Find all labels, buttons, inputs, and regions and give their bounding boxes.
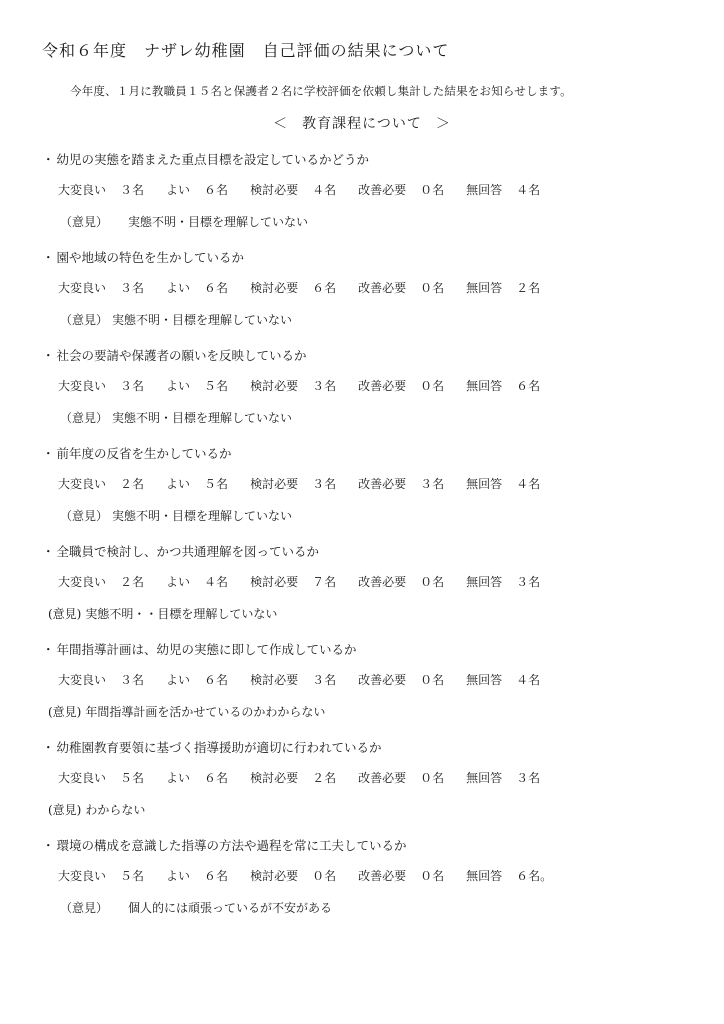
label-improve: 改善必要 xyxy=(358,771,407,785)
bullet: ・ xyxy=(42,446,55,461)
count-good: ５名 xyxy=(204,379,229,393)
count-no-answer: ４名 xyxy=(516,477,541,491)
label-good: よい xyxy=(166,477,191,491)
label-review: 検討必要 xyxy=(250,575,299,589)
count-review: ７名 xyxy=(312,575,337,589)
result-counts xyxy=(58,475,562,492)
question-text: 幼児の実態を踏まえた重点目標を設定しているかどうか xyxy=(56,152,370,167)
count-very-good: ５名 xyxy=(120,869,145,883)
label-no-answer: 無回答 xyxy=(466,477,503,491)
count-good: ６名 xyxy=(204,281,229,295)
label-good: よい xyxy=(166,673,191,687)
opinion-label: (意見) xyxy=(48,705,82,719)
opinion xyxy=(60,899,332,916)
label-improve: 改善必要 xyxy=(358,183,407,197)
label-no-answer: 無回答 xyxy=(466,183,503,197)
label-good: よい xyxy=(166,183,191,197)
opinion-text: 実態不明・目標を理解していない xyxy=(128,215,309,229)
opinion-text: 実態不明・・目標を理解していない xyxy=(85,607,278,621)
question-text: 全職員で検討し、かつ共通理解を図っているか xyxy=(56,544,320,559)
opinion-text: 実態不明・目標を理解していない xyxy=(112,411,293,425)
label-very-good: 大変良い xyxy=(58,477,107,491)
count-very-good: ３名 xyxy=(120,281,145,295)
count-improve: ０名 xyxy=(420,575,445,589)
opinion-label: （意見） xyxy=(60,411,109,425)
question xyxy=(42,346,307,364)
question-text: 年間指導計画は、幼児の実態に即して作成しているか xyxy=(56,642,357,657)
label-very-good: 大変良い xyxy=(58,183,107,197)
label-very-good: 大変良い xyxy=(58,869,107,883)
label-review: 検討必要 xyxy=(250,183,299,197)
question-text: 園や地域の特色を生かしているか xyxy=(56,250,245,265)
section-heading xyxy=(0,113,724,133)
opinion-label: （意見） xyxy=(60,313,109,327)
question-text: 前年度の反省を生かしているか xyxy=(56,446,232,461)
question xyxy=(42,738,382,756)
bullet: ・ xyxy=(42,250,55,265)
opinion-text: 実態不明・目標を理解していない xyxy=(112,509,293,523)
evaluation-item xyxy=(0,532,724,630)
count-review: ２名 xyxy=(312,771,337,785)
count-very-good: ２名 xyxy=(120,477,145,491)
result-counts xyxy=(58,573,562,590)
count-no-answer: ６名。 xyxy=(516,869,553,883)
count-good: ６名 xyxy=(204,869,229,883)
opinion xyxy=(48,605,277,622)
opinion xyxy=(60,409,292,426)
page-title: 令和６年度 ナザレ幼稚園 自己評価の結果について xyxy=(42,41,450,60)
count-no-answer: ３名 xyxy=(516,575,541,589)
result-counts xyxy=(58,867,574,884)
opinion xyxy=(60,311,292,328)
question-text: 社会の要請や保護者の願いを反映しているか xyxy=(56,348,307,363)
label-improve: 改善必要 xyxy=(358,379,407,393)
opinion-label: (意見) xyxy=(48,803,82,817)
question xyxy=(42,836,407,854)
intro-text: 今年度、１月に教職員１５名と保護者２名に学校評価を依頼し集計した結果をお知らせします。 xyxy=(70,84,572,98)
section-label: 教育課程について xyxy=(302,116,422,132)
count-very-good: ３名 xyxy=(120,673,145,687)
label-very-good: 大変良い xyxy=(58,771,107,785)
label-very-good: 大変良い xyxy=(58,575,107,589)
opinion-label: (意見) xyxy=(48,607,82,621)
bullet: ・ xyxy=(42,152,55,167)
count-review: ４名 xyxy=(312,183,337,197)
label-improve: 改善必要 xyxy=(358,673,407,687)
opinion xyxy=(60,213,308,230)
result-counts xyxy=(58,279,562,296)
opinion xyxy=(48,801,145,818)
count-review: ３名 xyxy=(312,477,337,491)
label-no-answer: 無回答 xyxy=(466,673,503,687)
label-no-answer: 無回答 xyxy=(466,281,503,295)
count-no-answer: ３名 xyxy=(516,771,541,785)
label-good: よい xyxy=(166,771,191,785)
count-very-good: ２名 xyxy=(120,575,145,589)
question xyxy=(42,444,232,462)
count-good: ６名 xyxy=(204,183,229,197)
evaluation-list xyxy=(0,140,724,924)
evaluation-item xyxy=(0,630,724,728)
label-review: 検討必要 xyxy=(250,477,299,491)
count-good: ４名 xyxy=(204,575,229,589)
label-no-answer: 無回答 xyxy=(466,379,503,393)
result-counts xyxy=(58,769,562,786)
evaluation-item xyxy=(0,434,724,532)
opinion xyxy=(48,703,325,720)
label-improve: 改善必要 xyxy=(358,281,407,295)
label-review: 検討必要 xyxy=(250,379,299,393)
count-improve: ３名 xyxy=(420,477,445,491)
label-good: よい xyxy=(166,281,191,295)
evaluation-item xyxy=(0,826,724,924)
count-review: ３名 xyxy=(312,673,337,687)
question-text: 幼稚園教育要領に基づく指導援助が適切に行われているか xyxy=(56,740,382,755)
label-review: 検討必要 xyxy=(250,869,299,883)
count-improve: ０名 xyxy=(420,771,445,785)
evaluation-item xyxy=(0,140,724,238)
label-review: 検討必要 xyxy=(250,771,299,785)
opinion-text: 個人的には頑張っているが不安がある xyxy=(128,901,333,915)
count-no-answer: ２名 xyxy=(516,281,541,295)
count-review: ６名 xyxy=(312,281,337,295)
label-improve: 改善必要 xyxy=(358,575,407,589)
evaluation-item xyxy=(0,238,724,336)
count-no-answer: ６名 xyxy=(516,379,541,393)
label-improve: 改善必要 xyxy=(358,869,407,883)
section-left-bracket: ＜ xyxy=(273,116,289,132)
count-improve: ０名 xyxy=(420,281,445,295)
result-counts xyxy=(58,181,562,198)
question xyxy=(42,640,357,658)
count-good: ６名 xyxy=(204,771,229,785)
section-right-bracket: ＞ xyxy=(435,116,451,132)
bullet: ・ xyxy=(42,348,55,363)
bullet: ・ xyxy=(42,544,55,559)
count-improve: ０名 xyxy=(420,869,445,883)
question-text: 環境の構成を意識した指導の方法や過程を常に工夫しているか xyxy=(56,838,407,853)
label-review: 検討必要 xyxy=(250,673,299,687)
opinion-text: わからない xyxy=(85,803,146,817)
label-good: よい xyxy=(166,379,191,393)
count-improve: ０名 xyxy=(420,673,445,687)
label-very-good: 大変良い xyxy=(58,281,107,295)
question xyxy=(42,150,369,168)
count-no-answer: ４名 xyxy=(516,673,541,687)
label-very-good: 大変良い xyxy=(58,379,107,393)
label-no-answer: 無回答 xyxy=(466,771,503,785)
count-very-good: ３名 xyxy=(120,379,145,393)
count-good: ６名 xyxy=(204,673,229,687)
label-review: 検討必要 xyxy=(250,281,299,295)
count-review: ３名 xyxy=(312,379,337,393)
label-good: よい xyxy=(166,869,191,883)
opinion xyxy=(60,507,292,524)
count-improve: ０名 xyxy=(420,183,445,197)
opinion-label: （意見） xyxy=(60,509,109,523)
label-very-good: 大変良い xyxy=(58,673,107,687)
evaluation-item xyxy=(0,336,724,434)
opinion-label: （意見） xyxy=(60,901,109,915)
count-very-good: ３名 xyxy=(120,183,145,197)
count-very-good: ５名 xyxy=(120,771,145,785)
count-good: ５名 xyxy=(204,477,229,491)
bullet: ・ xyxy=(42,838,55,853)
result-counts xyxy=(58,377,562,394)
evaluation-item xyxy=(0,728,724,826)
question xyxy=(42,248,244,266)
count-no-answer: ４名 xyxy=(516,183,541,197)
opinion-label: （意見） xyxy=(60,215,109,229)
bullet: ・ xyxy=(42,642,55,657)
label-no-answer: 無回答 xyxy=(466,869,503,883)
label-improve: 改善必要 xyxy=(358,477,407,491)
label-good: よい xyxy=(166,575,191,589)
count-improve: ０名 xyxy=(420,379,445,393)
result-counts xyxy=(58,671,562,688)
question xyxy=(42,542,319,560)
opinion-text: 年間指導計画を活かせているのかわからない xyxy=(85,705,326,719)
opinion-text: 実態不明・目標を理解していない xyxy=(112,313,293,327)
label-no-answer: 無回答 xyxy=(466,575,503,589)
count-review: ０名 xyxy=(312,869,337,883)
bullet: ・ xyxy=(42,740,55,755)
